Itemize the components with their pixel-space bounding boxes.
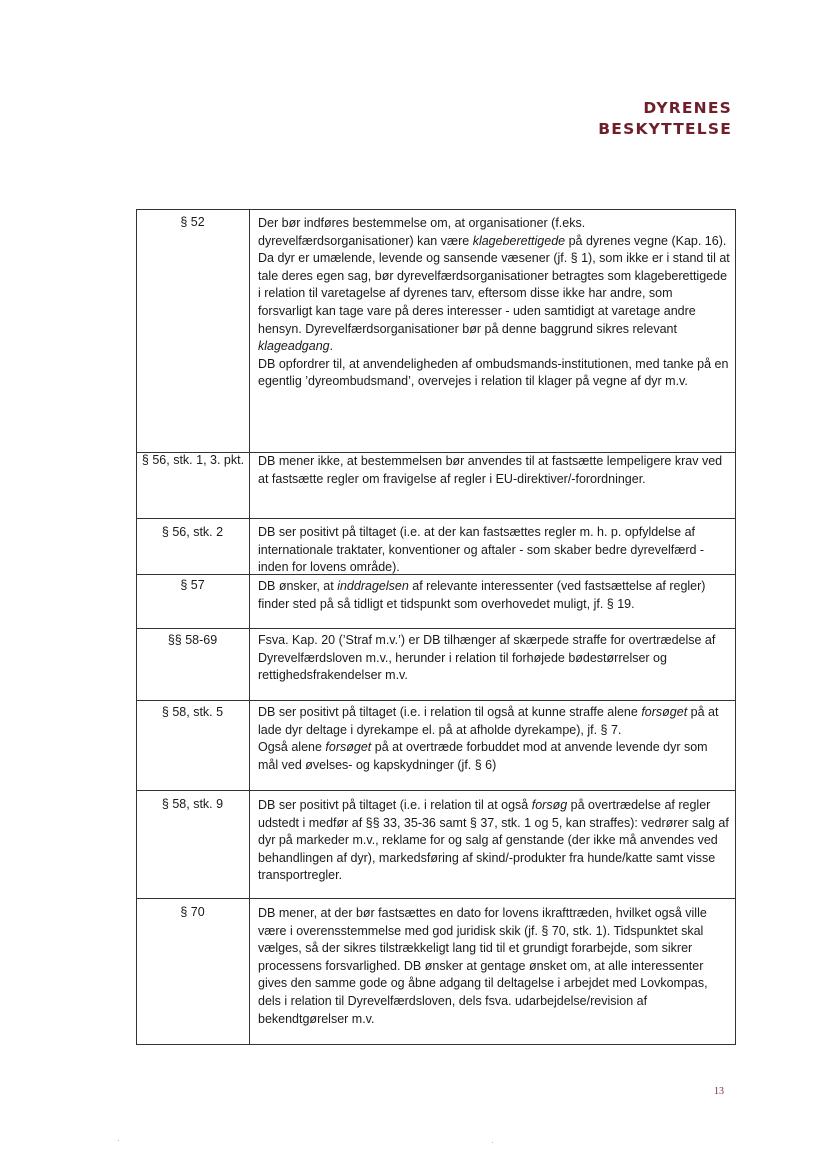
text-run: DB mener, at der bør fastsættes en dato for lovens ikrafttræden, hvilket også ville være i overensstemmelse med god juridisk skik (jf. § 70, stk. 1). Tidspunktet skal vælges, så der sikres tilstrækkeligt lang tid til et grundigt forarbejde, som sikrer processens forsvarlighed. DB ønsker at gentage ønsket om, at alle interessenter gives den samme gode og åbne adgang til deltagelse i arbejdet med Lovkompas, dels i relation til Dyrevelfærdsloven, dels fsva. udarbejdelse/revision af bekendtgørelser m.v. — [258, 906, 708, 1026]
text-run: på dyrenes vegne (Kap. 16). Da dyr er umælende, levende og sansende væsener (jf. § 1), som ikke er i stand til at tale deres egen sag, bør dyrevelfærdsorganisationer betragtes som klageberettigede i relation til varetagelse af dyrenes tarv, eftersom disse ikke har andre, som forsvarligt kan tage vare på deres interesser - uden samtidigt at varetage andre hensyn. Dyrevelfærdsorganisationer bør på denne baggrund sikres relevant — [258, 233, 730, 336]
text-run: DB opfordrer til, at anvendeligheden af ombudsmands-institutionen, med tanke på en egentlig ’dyreombudsmand’, overvejes i relation til klager på vegne af dyr m.v. — [258, 356, 729, 389]
comment-text — [258, 215, 730, 391]
text-run: DB ser positivt på tiltaget (i.e. at der kan fastsættes regler m. h. p. opfyldelse af internationale traktater, konventioner og aftaler - som skaber bedre dyrevelfærd - inden for lovens område). — [258, 525, 705, 575]
text-run: af relevante interessenter (ved fastsættelse af regler) finder sted på så tidligt et tidspunkt som overhovedet muligt, jf. § 19. — [258, 579, 706, 611]
text-run: DB ser positivt på tiltaget (i.e. i relation til at også — [258, 798, 532, 812]
table-row — [137, 452, 735, 519]
emphasized-text: forsøget — [641, 705, 688, 719]
emphasized-text: forsøget — [325, 740, 372, 755]
table-row — [137, 574, 735, 629]
scan-speck — [118, 1140, 119, 1141]
text-run: på overtrædelse af regler udstedt i medfør af §§ 33, 35-36 samt § 37, stk. 1 og 5, kan straffes): vedrører salg af dyr på markeder m.v., reklame for og salg af genstande (der ikke må anvendes ved behandlingen af dyr), markedsføring af skind/-produkter fra hunde/katte samt visse transportregler. — [258, 798, 729, 883]
emphasized-text: forsøg — [531, 798, 568, 812]
paragraph-reference: § 56, stk. 2 — [161, 525, 224, 539]
text-run: DB mener ikke, at bestemmelsen bør anvendes til at fastsætte lempeligere krav ved at fastsætte regler om fravigelse af regler i EU-direktiver/-forordninger. — [258, 454, 723, 486]
table-row — [137, 518, 735, 575]
table-row — [137, 628, 735, 701]
text-run: Også alene — [258, 740, 326, 755]
text-run: Fsva. Kap. 20 (’Straf m.v.’) er DB tilhænger af skærpede straffe for overtrædelse af Dyrevelfærdsloven m.v., herunder i relation til forhøjede bødestørrelser og rettighedsfrakendelser m.v. — [258, 633, 716, 683]
text-run: DB ønsker, at — [258, 579, 338, 593]
paragraph-reference: § 58, stk. 5 — [161, 705, 224, 719]
emphasized-text: klageberettigede — [472, 233, 566, 248]
text-run: på at overtræde forbuddet mod at anvende levende dyr som mål ved øvelses- og kapskydninger (jf. § 6) — [258, 740, 708, 772]
emphasized-text: inddragelsen — [337, 579, 409, 593]
comment-text — [258, 905, 730, 1028]
comment-text — [258, 704, 730, 774]
table-row — [137, 898, 735, 1045]
paragraph-reference: § 58, stk. 9 — [161, 797, 224, 811]
comment-text — [258, 453, 730, 488]
comment-text — [258, 524, 730, 577]
logo-line-2: BESKYTTELSE — [598, 120, 732, 138]
scan-speck — [492, 1142, 493, 1143]
text-run: DB ser positivt på tiltaget (i.e. i relation til også at kunne straffe alene — [258, 705, 642, 719]
paragraph-reference: § 70 — [180, 905, 205, 919]
logo-line-1: DYRENES — [643, 99, 732, 117]
organization-logo — [598, 98, 732, 140]
emphasized-text: klageadgang — [258, 339, 330, 354]
table-row — [137, 700, 735, 791]
table-row — [137, 210, 735, 452]
comment-text — [258, 578, 730, 613]
paragraph-reference: § 56, stk. 1, 3. pkt. — [141, 453, 245, 467]
paragraph-reference: § 52 — [180, 215, 205, 229]
text-run: . — [329, 339, 334, 354]
text-run: på at lade dyr deltage i dyrekampe el. på at afholde dyrekampe), jf. § 7. — [258, 705, 719, 737]
paragraph-reference: §§ 58-69 — [167, 633, 218, 647]
text-run: Der bør indføres bestemmelse om, at organisationer (f.eks. dyrevelfærdsorganisationer) kan være — [258, 216, 586, 248]
paragraph-reference: § 57 — [180, 578, 205, 592]
comment-text — [258, 632, 730, 685]
comment-text — [258, 797, 730, 885]
table-row — [137, 790, 735, 899]
comments-table — [136, 209, 736, 1045]
page-number: 13 — [714, 1086, 724, 1097]
